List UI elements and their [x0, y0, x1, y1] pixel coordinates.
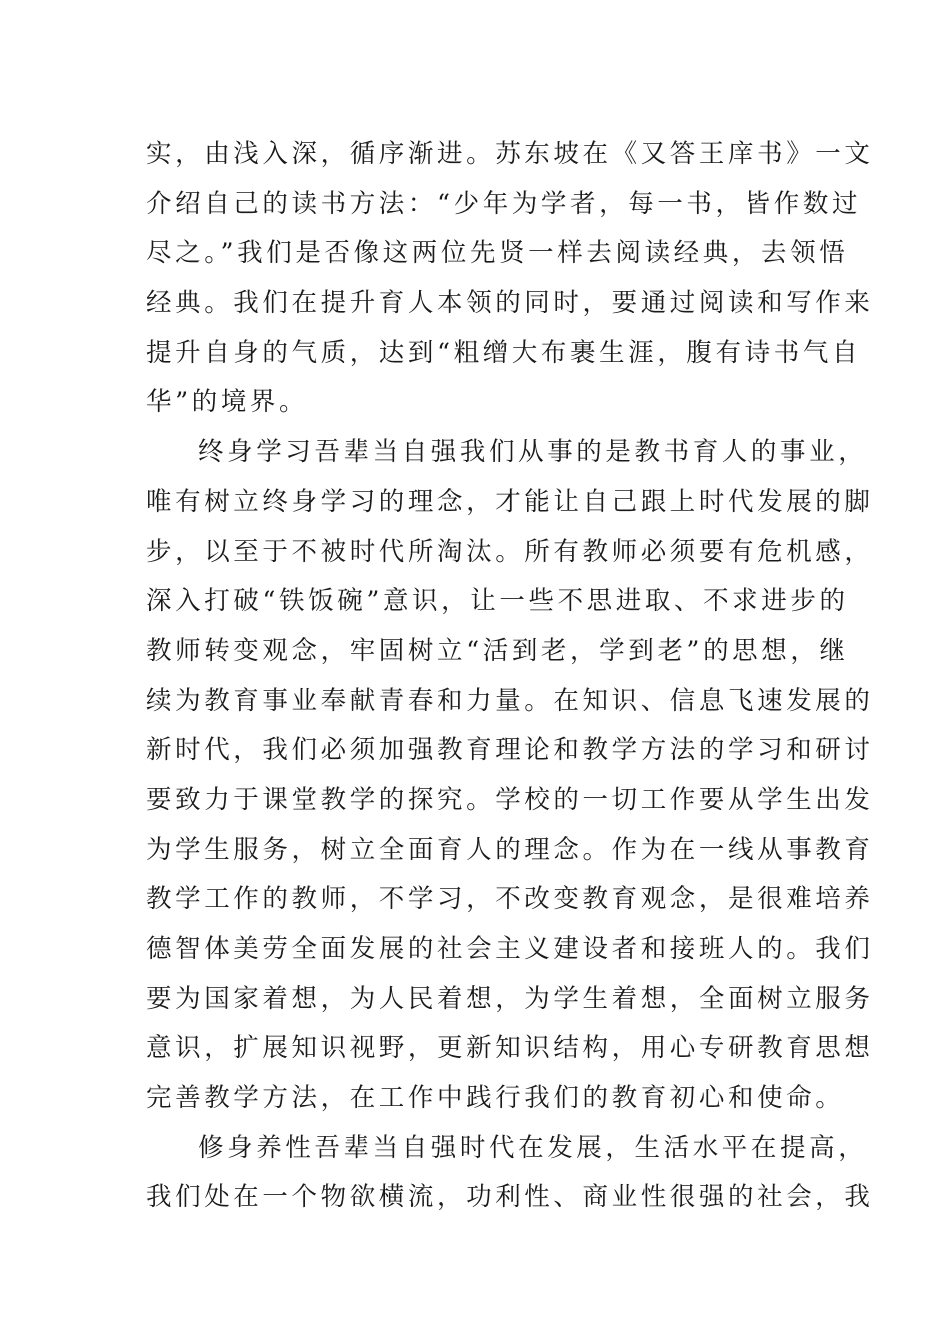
text-line: 华”的境界。 [146, 387, 309, 418]
text-line: 深入打破“铁饭碗”意识，让一些不思进取、不求进步的 [146, 586, 849, 617]
text-line: 唯有树立终身学习的理念，才能让自己跟上时代发展的脚 [146, 486, 874, 517]
text-line: 意识，扩展知识视野，更新知识结构，用心专研教育思想 [146, 1033, 874, 1064]
paragraph-lifelong-learning [146, 428, 874, 1124]
text-line: 为学生服务，树立全面育人的理念。作为在一线从事教育 [146, 834, 874, 865]
text-line: 教学工作的教师，不学习，不改变教育观念，是很难培养 [146, 884, 874, 915]
text-line: 提升自身的气质，达到“粗缯大布裹生涯，腹有诗书气自 [146, 337, 862, 368]
paragraph-reading-classics [146, 130, 874, 428]
text-line: 续为教育事业奉献青春和力量。在知识、信息飞速发展的 [146, 685, 874, 716]
text-line: 德智体美劳全面发展的社会主义建设者和接班人的。我们 [146, 934, 874, 964]
text-line: 经典。我们在提升育人本领的同时，要通过阅读和写作来 [146, 288, 874, 319]
text-line: 完善教学方法，在工作中践行我们的教育初心和使命。 [146, 1083, 845, 1114]
text-line: 尽之。”我们是否像这两位先贤一样去阅读经典，去领悟 [146, 238, 849, 269]
text-line: 步，以至于不被时代所淘汰。所有教师必须要有危机感， [146, 536, 874, 567]
text-line: 要致力于课堂教学的探究。学校的一切工作要从学生出发 [146, 784, 874, 815]
text-line: 教师转变观念，牢固树立“活到老，学到老”的思想，继 [146, 635, 849, 666]
text-line: 要为国家着想，为人民着想，为学生着想，全面树立服务 [146, 983, 874, 1014]
text-line: 修身养性吾辈当自强时代在发展，生活水平在提高， [198, 1132, 868, 1163]
document-body [146, 130, 874, 1223]
text-line: 新时代，我们必须加强教育理论和教学方法的学习和研讨 [146, 735, 874, 766]
text-line: 介绍自己的读书方法：“少年为学者，每一书，皆作数过 [146, 188, 862, 219]
text-line: 我们处在一个物欲横流，功利性、商业性很强的社会，我 [146, 1182, 874, 1213]
text-line: 实，由浅入深，循序渐进。苏东坡在《又答王庠书》一文 [146, 139, 874, 169]
text-line: 终身学习吾辈当自强我们从事的是教书育人的事业， [198, 437, 868, 468]
paragraph-self-cultivation [146, 1124, 874, 1223]
